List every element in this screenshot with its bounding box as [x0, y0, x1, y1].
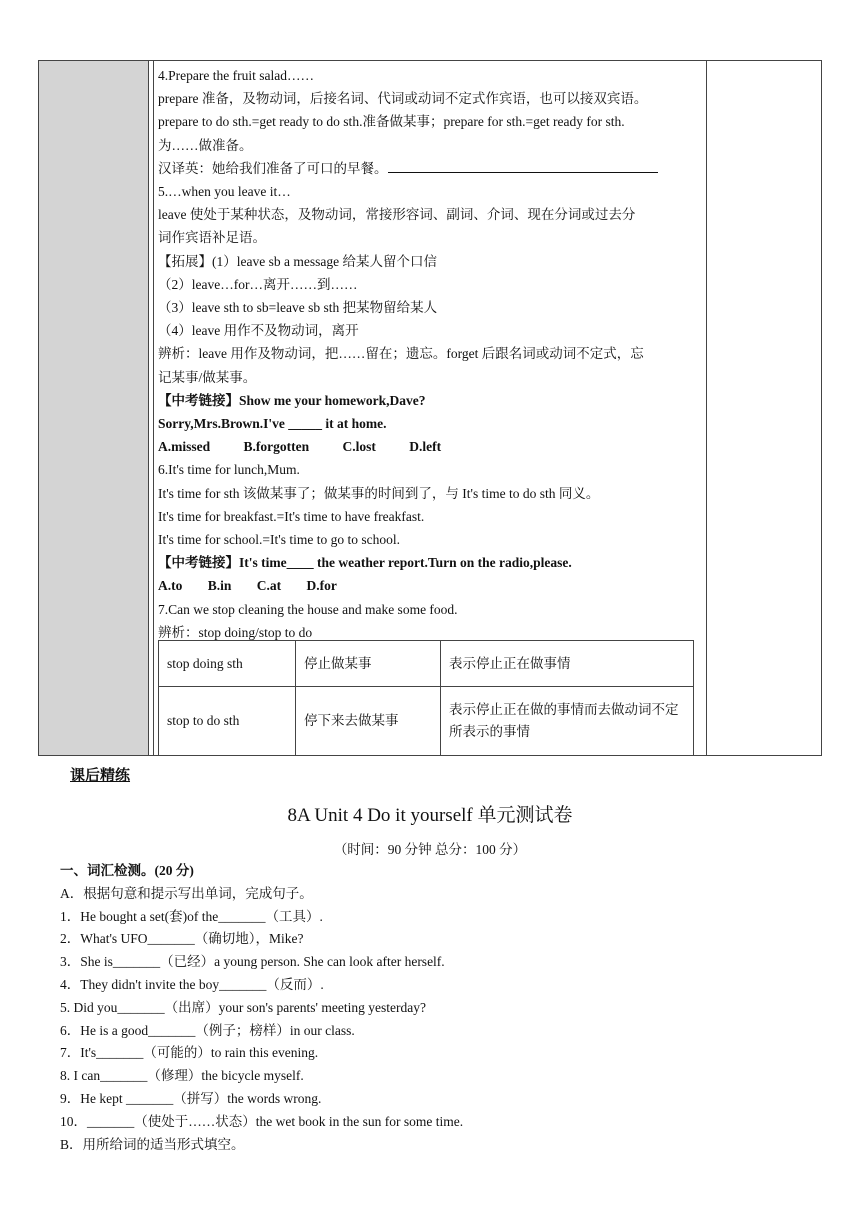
note-line: It's time for sth 该做某事了；做某事的时间到了，与 It's time to do sth 同义。 [158, 485, 600, 501]
option: D.left [409, 439, 442, 455]
exam-link-question: 【中考链接】Show me your homework,Dave? [158, 392, 426, 408]
table-cell: stop to do sth [159, 687, 296, 756]
table-cell: 表示停止正在做的事情而去做动词不定所表示的事情 [441, 687, 694, 756]
note-line: 5.…when you leave it… [158, 184, 291, 200]
table-row [159, 687, 694, 756]
exam-link-options [158, 435, 704, 458]
question-item: 5. Did you_______（出席）your son's parents' meeting yesterday? [60, 999, 426, 1015]
question-item: 7．It's_______（可能的）to rain this evening. [60, 1045, 319, 1061]
option: C.lost [342, 439, 376, 455]
question-item: 4．They didn't invite the boy_______（反而）. [60, 976, 324, 992]
table-cell: 表示停止正在做事情 [441, 641, 694, 687]
note-line: 7.Can we stop cleaning the house and make some food. [158, 601, 458, 617]
translation-label: 汉译英：她给我们准备了可口的早餐。 [158, 160, 388, 176]
option: A.to [158, 578, 183, 594]
note-line: prepare to do sth.=get ready to do sth.准备做某事；prepare for sth.=get ready for sth. [158, 114, 625, 130]
note-line: 辨析：stop doing/stop to do [158, 624, 313, 640]
exam-link-sentence: Sorry,Mrs.Brown.I've _____ it at home. [158, 416, 387, 432]
option: C.at [256, 578, 282, 594]
note-line: 为……做准备。 [158, 137, 253, 153]
part-instruction: A．根据句意和提示写出单词，完成句子。 [60, 885, 313, 901]
exam-link-question: 【中考链接】It's time____ the weather report.Turn on the radio,please. [158, 555, 572, 571]
note-line: prepare 准备，及物动词，后接名词、代词或动词不定式作宾语，也可以接双宾语。 [158, 91, 648, 107]
note-line: 词作宾语补足语。 [158, 230, 266, 246]
notes-content [158, 64, 704, 644]
column-divider [153, 61, 154, 755]
exam-body [60, 860, 820, 1156]
note-line: leave 使处于某种状态，及物动词，常接形容词、副词、介词、现在分词或过去分 [158, 207, 636, 223]
table-cell: 停下来去做某事 [296, 687, 441, 756]
option: B.forgotten [243, 439, 310, 455]
exam-subtitle: （时间：90 分钟 总分：100 分） [333, 842, 527, 857]
comparison-table [158, 640, 694, 756]
section-title: 一、词汇检测。(20 分) [60, 863, 194, 878]
note-line: 辨析：leave 用作及物动词，把……留在；遗忘。forget 后跟名词或动词不定式，忘 [158, 346, 644, 362]
note-line: It's time for breakfast.=It's time to have freakfast. [158, 508, 425, 524]
note-line: 4.Prepare the fruit salad…… [158, 68, 314, 83]
question-item: 6．He is a good_______（例子；榜样）in our class. [60, 1022, 355, 1038]
exam-title: 8A Unit 4 Do it yourself 单元测试卷 [287, 805, 573, 826]
question-item: 1．He bought a set(套)of the_______（工具）. [60, 908, 323, 924]
question-item: 3．She is_______（已经）a young person. She can look after herself. [60, 954, 445, 970]
exam-link-options [158, 574, 704, 597]
table-row [159, 641, 694, 687]
translation-exercise [158, 157, 704, 180]
question-item: 9．He kept _______（拼写）the words wrong. [60, 1090, 322, 1106]
note-line: 【拓展】(1）leave sb a message 给某人留个口信 [158, 253, 437, 269]
question-item: 8. I can_______（修理）the bicycle myself. [60, 1068, 304, 1084]
note-line: （4）leave 用作不及物动词，离开 [158, 323, 359, 339]
note-line: 6.It's time for lunch,Mum. [158, 462, 300, 478]
note-line: It's time for school.=It's time to go to school. [158, 532, 400, 548]
table-cell: stop doing sth [159, 641, 296, 687]
option: A.missed [158, 439, 211, 455]
note-line: 记某事/做某事。 [158, 369, 257, 385]
notes-table-left-column [39, 61, 149, 755]
option: B.in [207, 578, 232, 594]
note-line: （3）leave sth to sb=leave sb sth 把某物留给某人 [158, 300, 438, 316]
practice-heading: 课后精练 [70, 766, 131, 784]
question-item: 2．What's UFO_______（确切地），Mike? [60, 931, 304, 947]
answer-blank[interactable] [388, 158, 658, 173]
question-item: 10．_______（使处于……状态）the wet book in the sun for some time. [60, 1113, 464, 1129]
table-cell: 停止做某事 [296, 641, 441, 687]
part-instruction: B．用所给词的适当形式填空。 [60, 1136, 245, 1152]
option: D.for [306, 578, 337, 594]
note-line: （2）leave…for…离开……到…… [158, 276, 358, 292]
notes-table-right-column [707, 61, 821, 755]
